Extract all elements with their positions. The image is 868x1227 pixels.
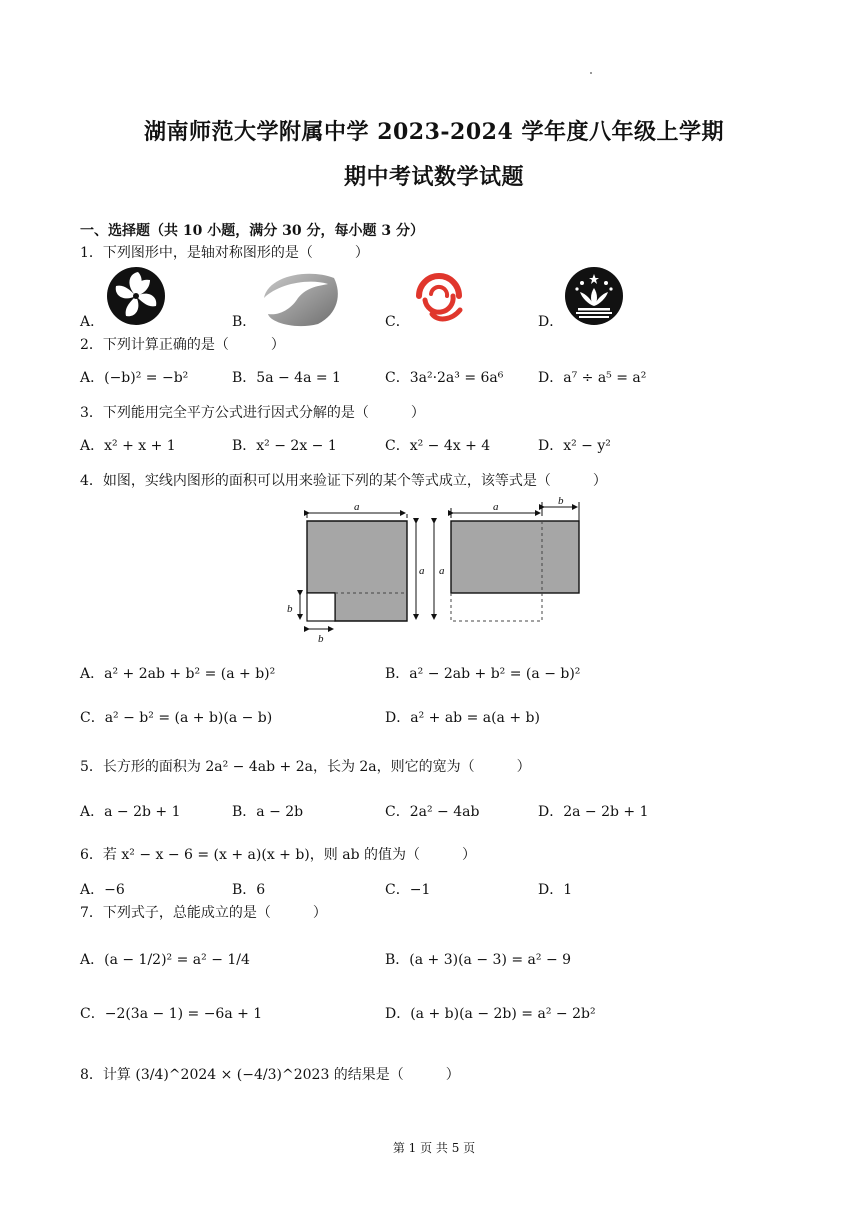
q3-option-a: A．x² + x + 1: [80, 438, 176, 454]
q7-option-c: C．−2(3a − 1) = −6a + 1: [80, 1006, 263, 1022]
ring-segment-logo-icon: [258, 268, 342, 330]
page-title-line1: 湖南师范大学附属中学 2023-2024 学年度八年级上学期: [144, 119, 724, 145]
question-3-stem: 3．下列能用完全平方公式进行因式分解的是（ ）: [80, 405, 425, 421]
section-heading: 一、选择题（共 10 小题，满分 30 分，每小题 3 分）: [80, 223, 424, 239]
q2-option-a: A．(−b)² = −b²: [80, 370, 189, 386]
q5-option-c: C．2a² − 4ab: [385, 804, 480, 820]
q4-option-c: C．a² − b² = (a + b)(a − b): [80, 710, 273, 726]
q4-option-d: D．a² + ab = a(a + b): [385, 710, 540, 726]
q3-option-d: D．x² − y²: [538, 438, 611, 454]
q1-option-c: C．: [385, 314, 410, 330]
q7-option-b: B．(a + 3)(a − 3) = a² − 9: [385, 952, 572, 968]
q5-option-a: A．a − 2b + 1: [80, 804, 181, 820]
q2-option-c: C．3a²·2a³ = 6a⁶: [385, 370, 504, 386]
q6-option-a: A．−6: [80, 882, 125, 898]
q2-option-d: D．a⁷ ÷ a⁵ = a²: [538, 370, 647, 386]
question-1-stem: 1．下列图形中，是轴对称图形的是（ ）: [80, 245, 369, 261]
q3-option-c: C．x² − 4x + 4: [385, 438, 491, 454]
q4-option-b: B．a² − 2ab + b² = (a − b)²: [385, 666, 581, 682]
q3-option-b: B．x² − 2x − 1: [232, 438, 337, 454]
hong-kong-bauhinia-emblem-icon: [106, 266, 166, 326]
area-figure: [284, 494, 584, 646]
question-6-stem: 6．若 x² − x − 6 = (x + a)(x + b)，则 ab 的值为（ ）: [80, 847, 476, 863]
q6-option-b: B．6: [232, 882, 266, 898]
q5-option-d: D．2a − 2b + 1: [538, 804, 649, 820]
macau-emblem-lotus-icon: [564, 266, 624, 326]
page-footer: 第 1 页 共 5 页: [392, 1141, 476, 1155]
q7-option-a: A．(a − 1/2)² = a² − 1/4: [80, 952, 250, 968]
question-5-stem: 5．长方形的面积为 2a² − 4ab + 2a，长为 2a，则它的宽为（ ）: [80, 759, 531, 775]
label-a-top-right: a: [493, 501, 499, 513]
q4-option-a: A．a² + 2ab + b² = (a + b)²: [80, 666, 276, 682]
q2-option-b: B．5a − 4a = 1: [232, 370, 341, 386]
speck: [590, 72, 592, 74]
label-b-bottom: b: [318, 633, 324, 645]
q1-option-d: D．: [538, 314, 564, 330]
label-b-left: b: [287, 603, 293, 615]
q1-option-b: B．: [232, 314, 257, 330]
q1-option-a: A．: [80, 314, 105, 330]
question-4-stem: 4．如图，实线内图形的面积可以用来验证下列的某个等式成立，该等式是（ ）: [80, 473, 607, 489]
q5-option-b: B．a − 2b: [232, 804, 304, 820]
question-8-stem: 8．计算 (3/4)^2024 × (−4/3)^2023 的结果是（ ）: [80, 1067, 460, 1083]
q6-option-c: C．−1: [385, 882, 431, 898]
q7-option-d: D．(a + b)(a − 2b) = a² − 2b²: [385, 1006, 596, 1022]
red-phoenix-swirl-logo-icon: [408, 266, 470, 326]
label-b-top-right: b: [558, 495, 564, 507]
q6-option-d: D．1: [538, 882, 573, 898]
label-a-right-left: a: [419, 565, 425, 577]
question-2-stem: 2．下列计算正确的是（ ）: [80, 337, 285, 353]
label-a-top-left: a: [354, 501, 360, 513]
label-a-side-right: a: [439, 565, 445, 577]
page-title-line2: 期中考试数学试题: [343, 164, 524, 190]
question-7-stem: 7．下列式子，总能成立的是（ ）: [80, 905, 327, 921]
